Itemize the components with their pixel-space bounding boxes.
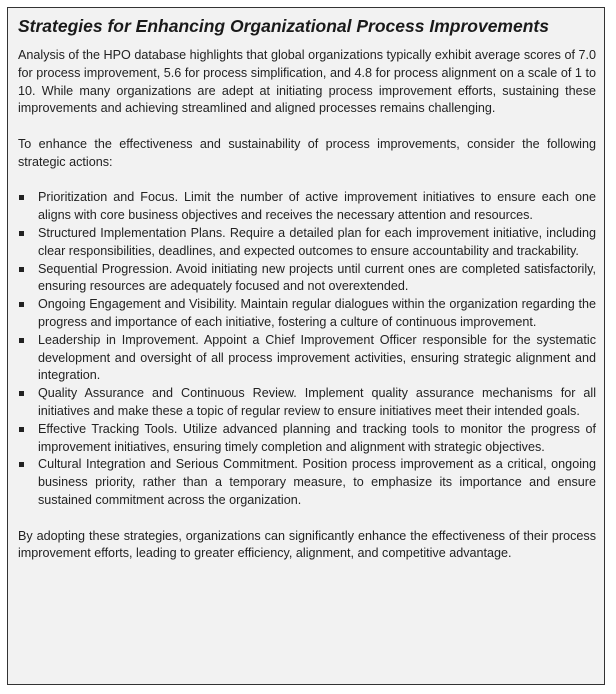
action-item xyxy=(18,225,596,261)
paragraph-spacer xyxy=(18,510,596,528)
action-text: Sequential Progression. Avoid initiating new projects until current ones are completed satisfactorily, ensuring resources are adequately focused and not overextended. xyxy=(38,261,596,294)
action-item xyxy=(18,296,596,332)
square-bullet-icon xyxy=(19,391,24,396)
square-bullet-icon xyxy=(19,302,24,307)
action-text: Effective Tracking Tools. Utilize advanced planning and tracking tools to monitor the progress of improvement initiatives, ensuring timely completion and alignment with strategic objectives. xyxy=(38,421,596,454)
action-item xyxy=(18,261,596,297)
intro-paragraph: Analysis of the HPO database highlights that global organizations typically exhibit average scores of 7.0 for process improvement, 5.6 for process simplification, and 4.8 for process alignment on a scale of 1 to 10. While many organizations are adept at initiating process improvement efforts, sustaining these improvements and achieving streamlined and aligned processes remains challenging. xyxy=(18,48,596,116)
action-text: Cultural Integration and Serious Commitment. Position process improvement as a critical, ongoing business priority, rather than a temporary measure, to emphasize its importance and ensure sustained commitment across the organization. xyxy=(38,457,596,507)
action-list xyxy=(18,189,596,509)
lead-in-paragraph: To enhance the effectiveness and sustainability of process improvements, consider the following strategic actions: xyxy=(18,136,596,169)
text-box xyxy=(7,7,605,685)
square-bullet-icon xyxy=(19,338,24,343)
square-bullet-icon xyxy=(19,427,24,432)
action-item xyxy=(18,332,596,385)
action-item xyxy=(18,456,596,509)
document-title: Strategies for Enhancing Organizational Process Improvements xyxy=(18,16,549,36)
paragraph-spacer xyxy=(18,172,596,190)
action-item xyxy=(18,421,596,457)
square-bullet-icon xyxy=(19,267,24,272)
action-text: Quality Assurance and Continuous Review. Implement quality assurance mechanisms for all initiatives and make these a topic of regular review to ensure initiatives meet their intended goals. xyxy=(38,386,596,418)
square-bullet-icon xyxy=(19,231,24,236)
action-text: Ongoing Engagement and Visibility. Maintain regular dialogues within the organization regarding the progress and importance of each initiative, fostering a culture of continuous improvement. xyxy=(38,297,596,329)
square-bullet-icon xyxy=(19,195,24,200)
action-item xyxy=(18,385,596,421)
action-text: Prioritization and Focus. Limit the number of active improvement initiatives to ensure each one aligns with core business objectives and receives the necessary attention and resources. xyxy=(38,190,596,223)
action-text: Leadership in Improvement. Appoint a Chief Improvement Officer responsible for the systematic development and oversight of all process improvement activities, ensuring strategic alignment and integration. xyxy=(38,332,596,383)
paragraph-spacer xyxy=(18,118,596,136)
action-text: Structured Implementation Plans. Require a detailed plan for each improvement initiative, including clear responsibilities, deadlines, and expected outcomes to ensure accountability and trackability. xyxy=(38,225,596,258)
conclusion-paragraph: By adopting these strategies, organizations can significantly enhance the effectiveness of their process improvement efforts, leading to greater efficiency, alignment, and competitive advantage. xyxy=(18,528,596,561)
square-bullet-icon xyxy=(19,462,24,467)
action-item xyxy=(18,189,596,225)
